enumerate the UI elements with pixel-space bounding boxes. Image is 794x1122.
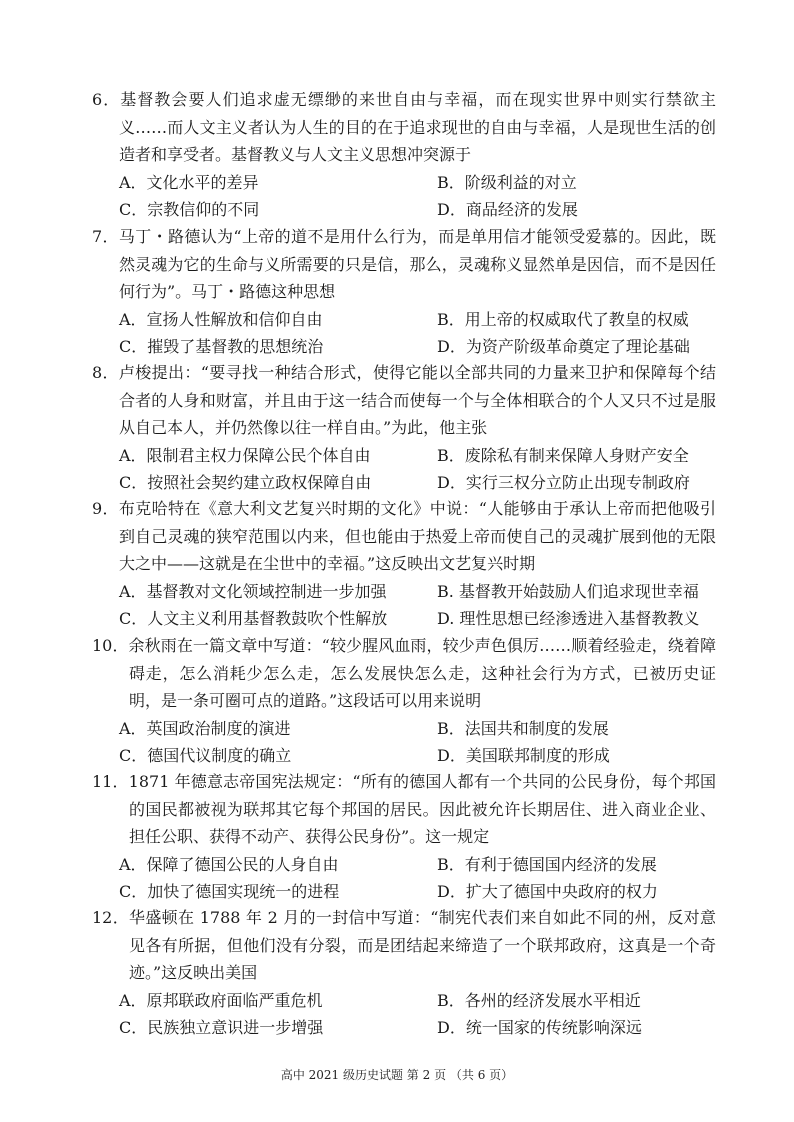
option-a[interactable]: A．保障了德国公民的人身自由	[119, 854, 339, 874]
option-c[interactable]: C．按照社会契约建立政权保障自由	[119, 473, 372, 492]
option-d[interactable]: D. 理性思想已经渗透进入基督教教义	[437, 609, 700, 628]
option-b[interactable]: B. 基督教开始鼓励人们追求现世幸福	[437, 581, 699, 601]
question-6	[92, 86, 716, 224]
question-stem: 8．卢梭提出：“要寻找一种结合形式，使得它能以全部共同的力量来卫护和保障每个结合者的人身和财富，并且由于这一结合而使每一个与全体相联合的个人又只不过是服从自己本人，并仍然像以往一样自由。”为此，他主张	[92, 363, 716, 437]
option-b[interactable]: B．用上帝的权威取代了教皇的权威	[437, 309, 689, 329]
question-stem: 9．布克哈特在《意大利文艺复兴时期的文化》中说：“人能够由于承认上帝而把他吸引到自己灵魂的狭窄范围以内来，但也能由于热爱上帝而使自己的灵魂扩展到他的无限大之中——这就是在尘世中的幸福。”这反映出文艺复兴时期	[92, 499, 716, 573]
option-c[interactable]: C．人文主义利用基督教鼓吹个性解放	[119, 609, 388, 628]
option-c[interactable]: C．加快了德国实现统一的进程	[119, 882, 340, 901]
option-b[interactable]: B．各州的经济发展水平相近	[437, 990, 641, 1010]
question-12	[92, 904, 716, 1042]
question-8	[92, 359, 716, 497]
question-stem: 6．基督教会要人们追求虚无缥缈的来世自由与幸福，而在现实世界中则实行禁欲主义……而人文主义者认为人生的目的在于追求现世的自由与幸福，人是现世生活的创造者和享受者。基督教义与人文主义思想冲突源于	[92, 90, 716, 164]
question-9	[92, 495, 716, 633]
option-d[interactable]: D．商品经济的发展	[437, 200, 578, 219]
options	[92, 578, 716, 633]
options	[92, 851, 716, 906]
option-d[interactable]: D．实行三权分立防止出现专制政府	[437, 473, 690, 492]
option-d[interactable]: D．扩大了德国中央政府的权力	[437, 882, 658, 901]
options	[92, 306, 716, 361]
question-11	[92, 768, 716, 906]
question-stem: 10．余秋雨在一篇文章中写道：“较少腥风血雨，较少声色俱厉……顺着经验走，绕着障碍走，怎么消耗少怎么走，怎么发展快怎么走，这种社会行为方式，已被历史证明，是一条可圈可点的道路。”这段话可以用来说明	[92, 636, 716, 710]
option-c[interactable]: C．民族独立意识进一步增强	[119, 1018, 324, 1037]
option-d[interactable]: D．为资产阶级革命奠定了理论基础	[437, 337, 690, 356]
option-c[interactable]: C．宗教信仰的不同	[119, 200, 260, 219]
options	[92, 442, 716, 497]
option-c[interactable]: C．德国代议制度的确立	[119, 746, 292, 765]
option-a[interactable]: A．基督教对文化领域控制进一步加强	[119, 581, 387, 601]
option-a[interactable]: A．文化水平的差异	[119, 172, 259, 192]
option-c[interactable]: C．摧毁了基督教的思想统治	[119, 337, 324, 356]
option-b[interactable]: B．法国共和制度的发展	[437, 718, 609, 738]
option-a[interactable]: A．限制君主权力保障公民个体自由	[119, 445, 371, 465]
option-a[interactable]: A．英国政治制度的演进	[119, 718, 291, 738]
option-d[interactable]: D．美国联邦制度的形成	[437, 746, 610, 765]
option-b[interactable]: B．废除私有制来保障人身财产安全	[437, 445, 689, 465]
question-7	[92, 223, 716, 361]
page-footer: 高中 2021 级历史试题 第 2 页 （共 6 页）	[280, 1068, 514, 1082]
question-stem: 11．1871 年德意志帝国宪法规定：“所有的德国人都有一个共同的公民身份，每个邦国的国民都被视为联邦其它每个邦国的居民。因此被允许长期居住、进入商业企业、担任公职、获得不动产、获得公民身份”。这一规定	[92, 772, 716, 846]
option-b[interactable]: B．有利于德国国内经济的发展	[437, 854, 657, 874]
option-d[interactable]: D．统一国家的传统影响深远	[437, 1018, 642, 1037]
question-10	[92, 632, 716, 770]
option-a[interactable]: A．原邦联政府面临严重危机	[119, 990, 323, 1010]
options	[92, 987, 716, 1042]
question-stem: 12．华盛顿在 1788 年 2 月的一封信中写道：“制宪代表们来自如此不同的州，反对意见各有所据，但他们没有分裂，而是团结起来缔造了一个联邦政府，这真是一个奇迹。”这反映出美国	[92, 908, 716, 982]
options	[92, 715, 716, 770]
question-stem: 7．马丁・路德认为“上帝的道不是用什么行为，而是单用信才能领受爱慕的。因此，既然灵魂为它的生命与义所需要的只是信，那么，灵魂称义显然单是因信，而不是因任何行为”。马丁・路德这种思想	[92, 227, 716, 301]
option-a[interactable]: A．宣扬人性解放和信仰自由	[119, 309, 323, 329]
option-b[interactable]: B．阶级利益的对立	[437, 172, 577, 192]
options	[92, 169, 716, 224]
